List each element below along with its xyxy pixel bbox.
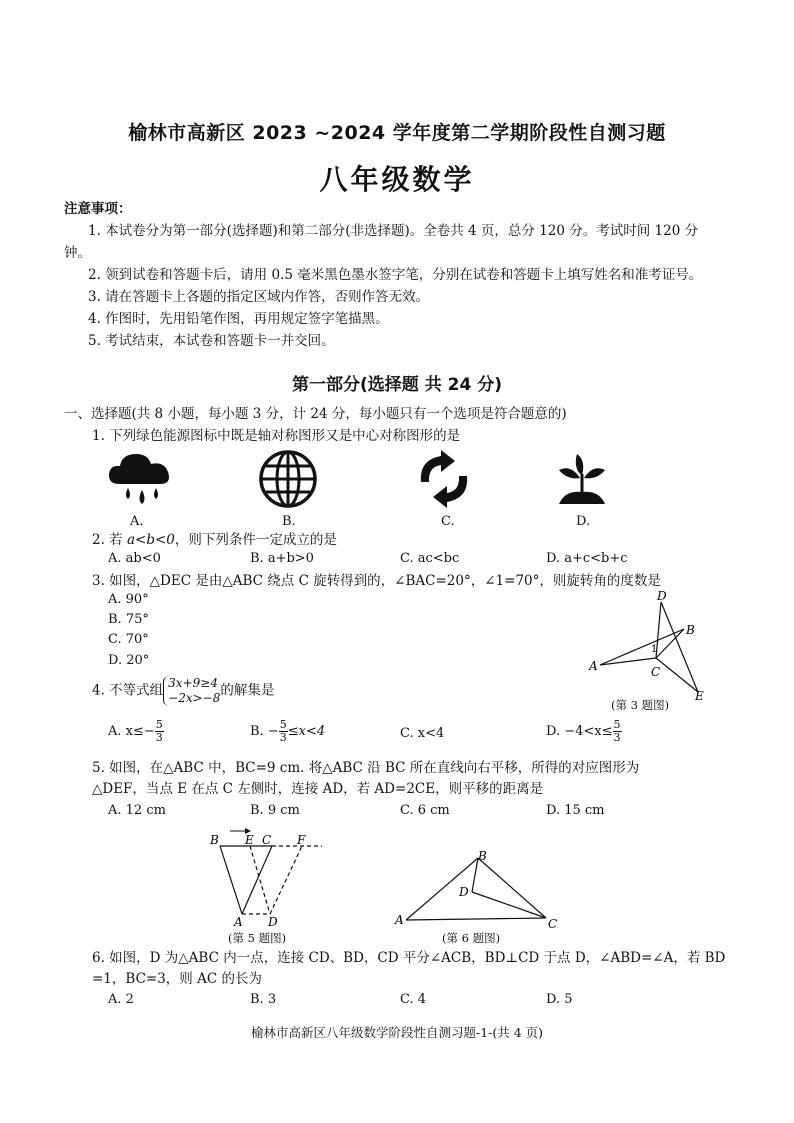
q3-angle-1-label: 1 [651,644,658,655]
q5-label-a: A [234,915,243,929]
section-one-title: 一、选择题(共 8 小题，每小题 3 分，计 24 分，每小题只有一个选项是符合题意的) [64,406,567,422]
q5-option-c: C. 6 cm [400,803,450,818]
q2-option-d: D. a+c<b+c [546,551,628,566]
q6-option-b: B. 3 [250,992,277,1007]
q5-label-b: B [210,833,219,847]
note-item: 1. 本试卷分为第一部分(选择题)和第二部分(非选择题)。全卷共 4 页，总分 120 分。考试时间 120 分钟。 [64,223,699,261]
q4-option-a: A. x≤− $\frac{5}{3}$ [108,718,163,744]
q6-option-a: A. 2 [108,992,134,1007]
note-item: 5. 考试结束，本试卷和答题卡一并交回。 [88,333,335,349]
recycle-arrows-icon [411,448,477,510]
question-3-stem: 3. 如图，△DEC 是由△ABC 绕点 C 旋转得到的，∠BAC=20°，∠1=70°，则旋转角的度数是 [92,573,661,589]
q4-option-d: D. −4<x≤ $\frac{5}{3}$ [546,718,621,744]
inequality-system: 3x+9≥4 −2x>−8 [163,676,220,706]
question-6-stem-line1: 6. 如图，D 为△ABC 内一点，连接 CD、BD，CD 平分∠ACB，BD⊥CD 于点 D，∠ABD=∠A，若 BD [92,950,726,966]
question-6-stem-line2: =1，BC=3，则 AC 的长为 [92,971,262,987]
q2-condition: a<b<0 [126,532,175,548]
exam-title: 榆林市高新区 2023 ~2024 学年度第二学期阶段性自测习题 [128,122,666,144]
q4-option-b: B. − $\frac{5}{3}$ ≤x<4 [250,718,326,744]
q2-option-c: C. ac<bc [400,551,460,566]
q6-caption: (第 6 题图) [442,931,501,945]
question-5-stem-line2: △DEF，当点 E 在点 C 左侧时，连接 AD，若 AD=2CE，则平移的距离是 [92,781,544,797]
q3-option-c: C. 70° [108,632,149,647]
notes-heading: 注意事项： [64,201,132,217]
q3-label-c: C [651,665,661,679]
q5-label-d: D [268,915,278,929]
q3-option-b: B. 75° [108,612,149,627]
question-2-stem: 2. 若 a<b<0，则下列条件一定成立的是 [92,532,337,548]
question-4-stem: 4. 不等式组 3x+9≥4 −2x>−8 的解集是 [92,676,275,705]
q3-label-d: D [657,589,667,603]
note-item: 4. 作图时，先用铅笔作图，再用规定签字笔描黑。 [88,311,389,327]
figure-q5 [200,822,330,932]
q2-option-a: A. ab<0 [108,551,161,566]
q3-option-d: D. 20° [108,653,150,668]
q5-option-d: D. 15 cm [546,803,605,818]
q3-label-e: E [695,689,704,703]
q6-label-a: A [395,913,404,927]
page-footer: 榆林市高新区八年级数学阶段性自测习题-1-(共 4 页) [250,1025,544,1040]
q1-option-d: D. [576,514,591,529]
part-one-title: 第一部分(选择题 共 24 分) [292,375,502,395]
q5-caption: (第 5 题图) [228,931,287,945]
q5-option-a: A. 12 cm [108,803,166,818]
figure-q6 [392,846,566,930]
q6-label-d: D [459,885,469,899]
notes-block [64,198,724,352]
cloud-rain-icon [106,448,176,510]
question-5-stem-line1: 5. 如图，在△ABC 中，BC=9 cm. 将△ABC 沿 BC 所在直线向右平移，所得的对应图形为 [92,760,640,776]
q5-label-c: C [262,833,272,847]
note-item: 2. 领到试卷和答题卡后，请用 0.5 毫米黑色墨水签字笔，分别在试卷和答题卡上填写姓名和准考证号。 [88,267,703,283]
q4-option-c: C. x<4 [400,726,445,741]
q5-label-e: E [245,833,254,847]
question-1-stem: 1. 下列绿色能源图标中既是轴对称图形又是中心对称图形的是 [92,428,461,444]
q3-label-a: A [589,659,598,673]
globe-icon [257,448,319,510]
q6-label-b: B [478,849,487,863]
q5-option-b: B. 9 cm [250,803,300,818]
figure-q3 [582,588,712,706]
exam-subject: 八年级数学 [319,163,475,196]
q1-option-b: B. [282,514,296,529]
q1-option-a: A. [130,514,144,529]
q6-option-c: C. 4 [400,992,427,1007]
q5-label-f: F [297,833,306,847]
note-item: 3. 请在答题卡上各题的指定区域内作答，否则作答无效。 [88,289,430,305]
q3-option-a: A. 90° [108,592,149,607]
q6-option-d: D. 5 [546,992,573,1007]
q1-option-c: C. [441,514,455,529]
q3-label-b: B [686,623,695,637]
q2-option-b: B. a+b>0 [250,551,314,566]
sprout-icon [553,446,611,508]
q6-label-c: C [548,917,558,930]
q3-caption: (第 3 题图) [611,698,670,712]
